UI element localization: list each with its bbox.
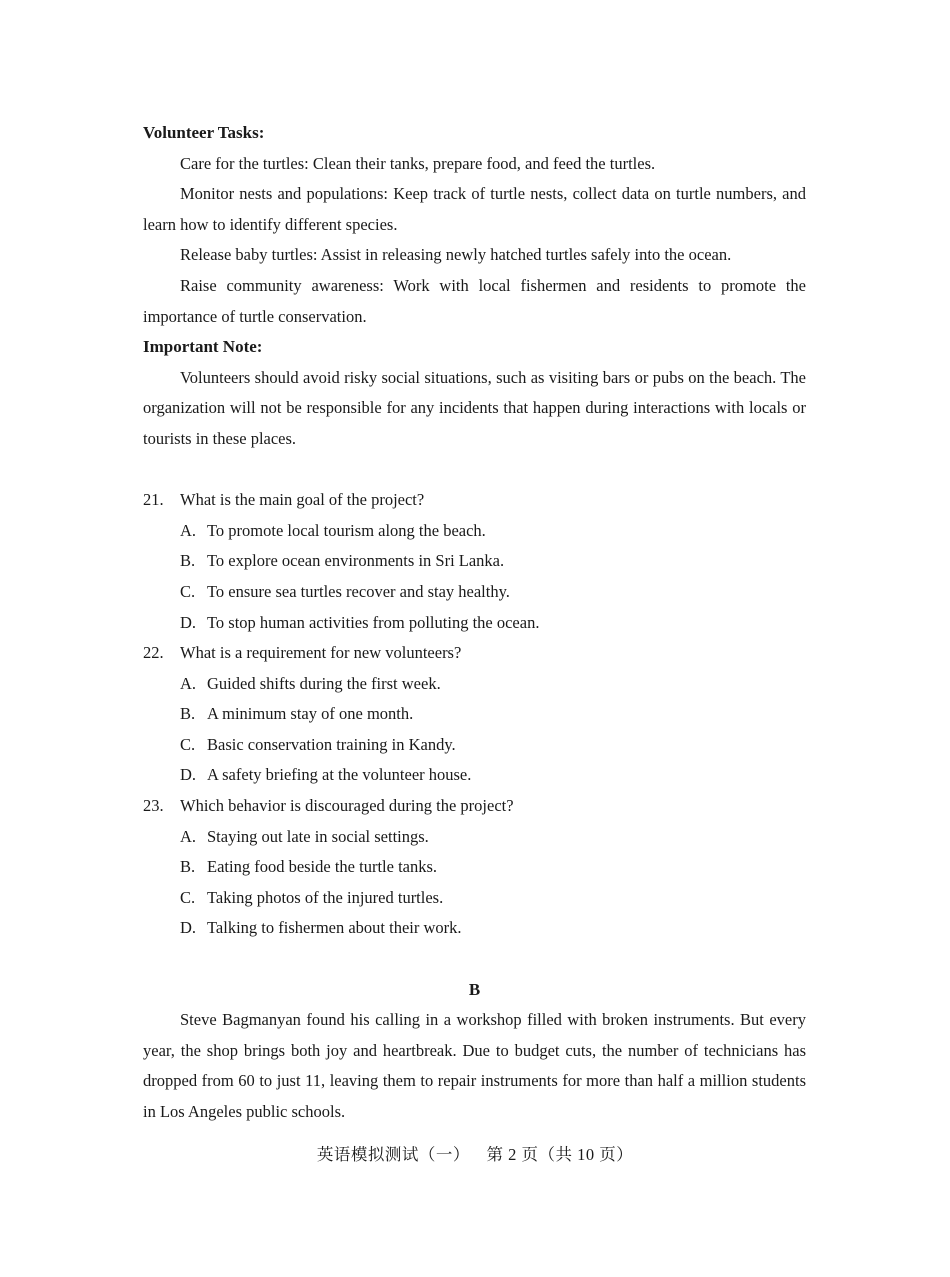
option-text: Taking photos of the injured turtles. [207, 887, 444, 907]
option-text: A safety briefing at the volunteer house. [207, 765, 472, 785]
option-text: A minimum stay of one month. [207, 704, 414, 724]
option-c [143, 883, 806, 914]
option-text: Talking to fishermen about their work. [207, 918, 462, 938]
option-a [143, 669, 806, 700]
option-letter: C. [180, 734, 196, 754]
option-letter: C. [180, 581, 196, 601]
option-text: Guided shifts during the first week. [207, 673, 441, 693]
exam-title: 英语模拟测试（一） [316, 1145, 470, 1164]
task-release-baby-turtles: Release baby turtles: Assist in releasing newly hatched turtles safely into the ocean. [180, 245, 732, 265]
option-text: To promote local tourism along the beach. [207, 520, 486, 540]
option-text: To ensure sea turtles recover and stay healthy. [207, 581, 510, 601]
option-letter: D. [180, 918, 197, 938]
question-stem [143, 485, 806, 516]
question-text: What is the main goal of the project? [180, 490, 425, 510]
option-letter: B. [180, 704, 196, 724]
page-number: 第 2 页（共 10 页） [486, 1145, 634, 1164]
task-raise-awareness: Raise community awareness: Work with local fishermen and residents to promote the importance of turtle conservation. [143, 275, 806, 326]
option-text: To explore ocean environments in Sri Lanka. [207, 551, 505, 571]
section-b-paragraph: Steve Bagmanyan found his calling in a workshop filled with broken instruments. But every year, the shop brings both joy and heartbreak. Due to budget cuts, the number of technicians has dropped from 60 to just 11, leaving them to repair instruments for more than half a million students in Los Angeles public schools. [143, 1010, 806, 1121]
question-23 [143, 791, 806, 944]
question-text: Which behavior is discouraged during the project? [180, 796, 514, 816]
option-text: Basic conservation training in Kandy. [207, 734, 456, 754]
task-monitor-nests: Monitor nests and populations: Keep track of turtle nests, collect data on turtle numbers, and learn how to identify different species. [143, 184, 806, 234]
section-b-title: B [468, 979, 481, 999]
spacer [143, 455, 806, 486]
option-b [143, 852, 806, 883]
task-care-for-turtles: Care for the turtles: Clean their tanks, prepare food, and feed the turtles. [180, 153, 656, 173]
option-b [143, 546, 806, 577]
question-text: What is a requirement for new volunteers? [180, 643, 462, 663]
option-c [143, 730, 806, 761]
option-letter: B. [180, 551, 196, 571]
question-number: 21. [143, 490, 164, 510]
option-d [143, 913, 806, 944]
question-21 [143, 485, 806, 638]
question-number: 23. [143, 796, 164, 816]
option-letter: D. [180, 765, 197, 785]
option-b [143, 699, 806, 730]
option-letter: A. [180, 520, 197, 540]
option-d [143, 608, 806, 639]
option-text: To stop human activities from polluting the ocean. [207, 612, 540, 632]
document-page [143, 118, 806, 1128]
option-text: Staying out late in social settings. [207, 826, 429, 846]
option-text: Eating food beside the turtle tanks. [207, 857, 438, 877]
question-22 [143, 638, 806, 791]
option-letter: A. [180, 826, 197, 846]
volunteer-tasks-heading: Volunteer Tasks: [143, 123, 265, 142]
option-a [143, 822, 806, 853]
important-note-heading: Important Note: [143, 337, 263, 357]
page-footer [0, 1140, 950, 1170]
option-c [143, 577, 806, 608]
spacer [143, 944, 806, 975]
option-letter: C. [180, 887, 196, 907]
option-letter: D. [180, 612, 197, 632]
option-letter: B. [180, 857, 196, 877]
question-stem [143, 791, 806, 822]
question-number: 22. [143, 643, 164, 663]
question-stem [143, 638, 806, 669]
option-letter: A. [180, 673, 197, 693]
important-note-text: Volunteers should avoid risky social situations, such as visiting bars or pubs on the beach. The organization will not be responsible for any incidents that happen during interactions with locals or tourists in these places. [143, 367, 806, 448]
option-d [143, 760, 806, 791]
option-a [143, 516, 806, 547]
